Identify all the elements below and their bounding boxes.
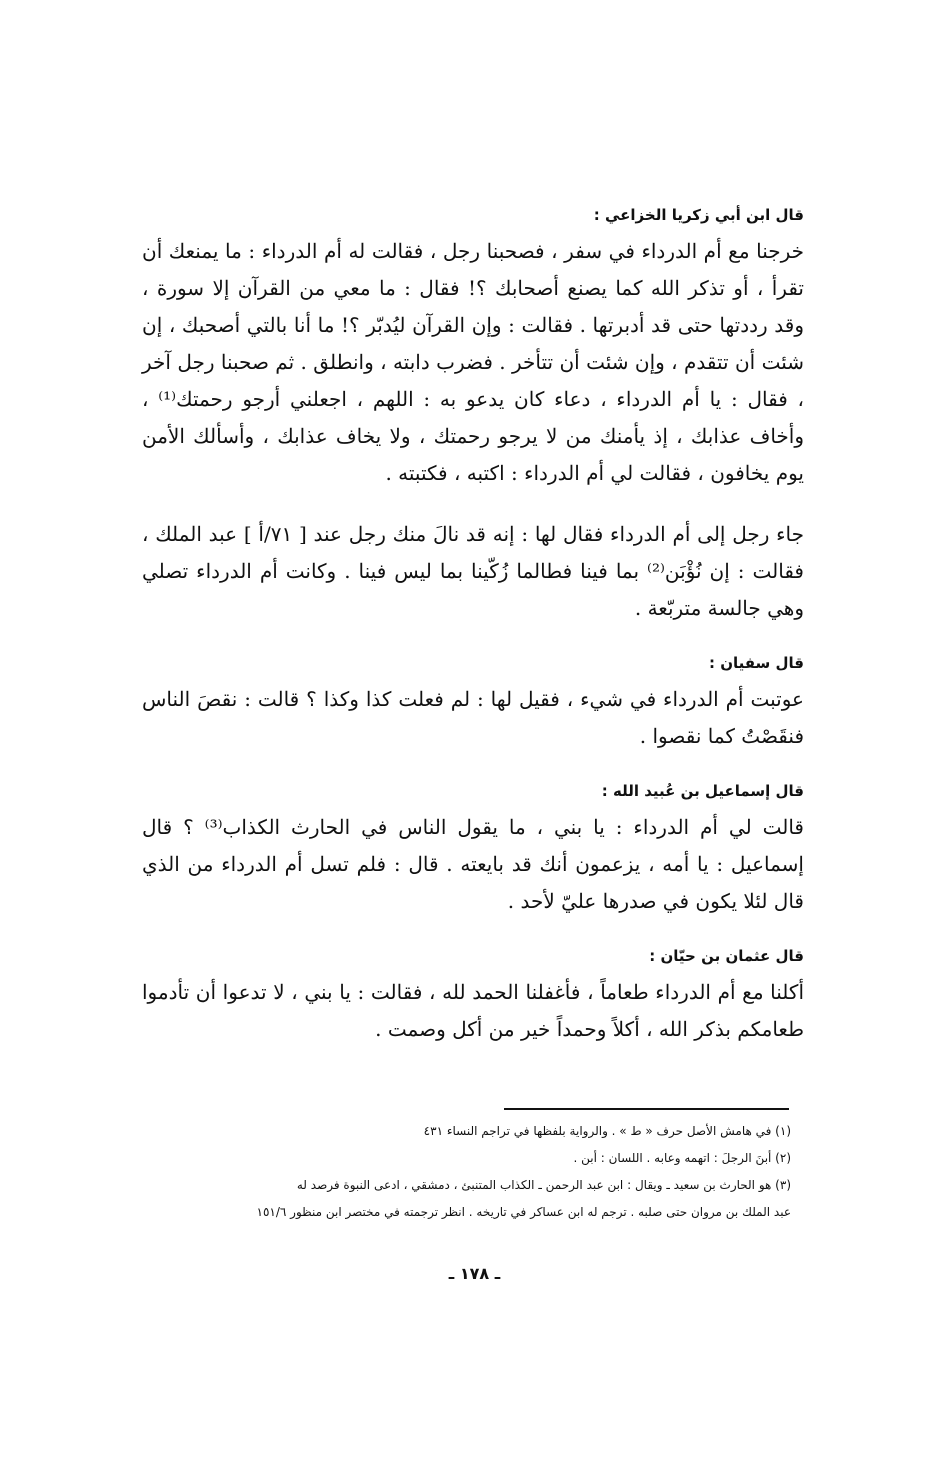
footnotes	[141, 1118, 791, 1226]
paragraph: عوتبت أم الدرداء في شيء ، فقيل لها : لم فعلت كذا وكذا ؟ قالت : نقصَ الناس فنقَصْتُ كما نقصوا .	[142, 687, 804, 748]
section-heading: قال سفيان :	[708, 654, 804, 672]
footnote-2: (٢) أبنَ الرجلَ : اتهمه وعابه . اللسان : أبن .	[573, 1151, 791, 1165]
footnote-3-continued: عبد الملك بن مروان حتى صلبه . ترجم له ابن عساكر في تاريخه . انظر ترجمته في مختصر ابن منظور ١٥١/٦	[256, 1205, 791, 1219]
main-text-column	[142, 203, 804, 1058]
paragraph: قالت لي أم الدرداء : يا بني ، ما يقول الناس في الحارث الكذاب⁽³⁾ ؟ قال إسماعيل : يا أمه ، يزعمون أنك قد بايعته . قال : فلم تسل أم الدرداء من الذي قال لئلا يكون في صدرها عليّ لأحد .	[142, 815, 804, 913]
footnote-3: (٣) هو الحارث بن سعيد ـ ويقال : ابن عبد الرحمن ـ الكذاب المتنبئ ، دمشقي ، ادعى النبوة فرصد له	[296, 1178, 791, 1192]
footnote-divider	[504, 1108, 789, 1110]
paragraph: جاء رجل إلى أم الدرداء فقال لها : إنه قد نالَ منك رجل عند [ ٧١/أ ] عبد الملك ، فقالت : إن نُؤْبَن⁽²⁾ بما فينا فطالما زُكّينا بما ليس فينا . وكانت أم الدرداء تصلي وهي جالسة متربّعة .	[142, 522, 804, 620]
section-heading: قال عثمان بن حيّان :	[649, 947, 804, 965]
section-heading: قال ابن أبي زكريا الخزاعي :	[593, 206, 804, 224]
footnote-1: (١) في هامش الأصل حرف « ط » . والرواية بلفظها في تراجم النساء ٤٣١	[423, 1124, 791, 1138]
paragraph: خرجنا مع أم الدرداء في سفر ، فصحبنا رجل ، فقالت له أم الدرداء : ما يمنعك أن تقرأ ، أو تذكر الله كما يصنع أصحابك ؟! فقال : ما معي من القرآن إلا سورة ، وقد رددتها حتى قد أدبرتها . فقالت : وإن القرآن ليُدبّر ؟! ما أنا بالتي أصحبك ، إن شئت أن تتقدم ، وإن شئت أن تتأخر . فضرب دابته ، وانطلق . ثم صحبنا رجل آخر ، فقال : يا أم الدرداء ، دعاء كان يدعو به : اللهم ، اجعلني أرجو رحمتك⁽¹⁾ ، وأخاف عذابك ، إذ يأمنك من لا يرجو رحمتك ، ولا يخاف عذابك ، وأسألك الأمن يوم يخافون ، فقالت لي أم الدرداء : اكتبه ، فكتبته .	[142, 239, 805, 485]
paragraph: أكلنا مع أم الدرداء طعاماً ، فأغفلنا الحمد لله ، فقالت : يا بني ، لا تدعوا أن تأدموا طعامكم بذكر الله ، أكلاً وحمداً خير من أكل وصمت .	[142, 980, 804, 1041]
section-heading: قال إسماعيل بن عُبيد الله :	[601, 782, 804, 800]
page-number: ـ ١٧٨ ـ	[448, 1264, 501, 1283]
